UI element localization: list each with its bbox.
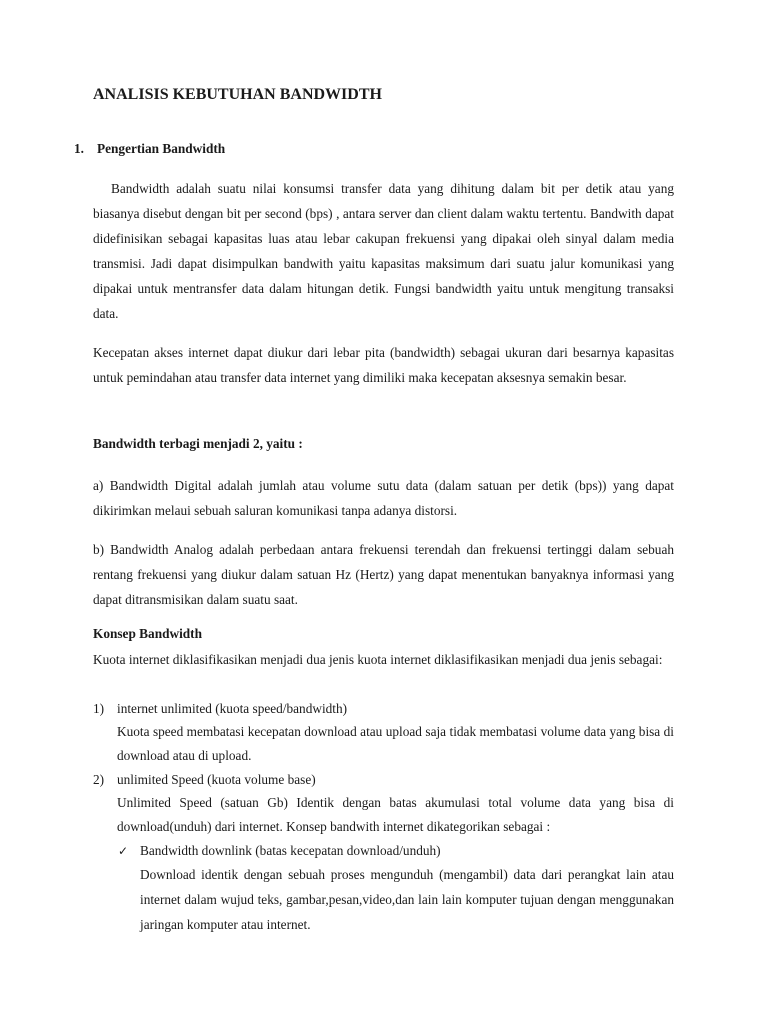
bandwidth-definition-paragraph [93, 176, 674, 326]
checkmark-icon: ✓ [118, 844, 129, 858]
analog-bandwidth-item: b) Bandwidth Analog adalah perbedaan antara frekuensi terendah dan frekuensi tertinggi dalam sebuah rentang frekuensi yang diukur dalam satuan Hz (Hertz) yang dapat menentukan banyaknya informasi yang dapat ditransmisikan dalam suatu saat. [93, 542, 674, 607]
konsep-item-2-desc: Unlimited Speed (satuan Gb) Identik dengan batas akumulasi total volume data yang bisa di download(unduh) dari internet. Konsep bandwith internet dikategorikan sebagai : [117, 795, 674, 834]
konsep-intro: Kuota internet diklasifikasikan menjadi dua jenis kuota internet diklasifikasikan menjadi dua jenis sebagai: [93, 652, 663, 667]
konsep-item-1-desc: Kuota speed membatasi kecepatan download atau upload saja tidak membatasi volume data yang bisa di download atau di upload. [117, 724, 674, 763]
document-title: ANALISIS KEBUTUHAN BANDWIDTH [93, 86, 382, 103]
access-speed-paragraph: Kecepatan akses internet dapat diukur dari lebar pita (bandwidth) sebagai ukuran dari besarnya kapasitas untuk pemindahan atau transfer data internet yang dimiliki maka kecepatan aksesnya semakin besar. [93, 345, 674, 385]
konsep-item-2-number: 2) [93, 772, 105, 787]
division-heading: Bandwidth terbagi menjadi 2, yaitu : [93, 436, 303, 451]
downlink-desc: Download identik dengan sebuah proses mengunduh (mengambil) data dari perangkat lain atau internet dalam wujud teks, gambar,pesan,video,dan lain lain komputer tujuan dengan menggunakan jaringan komputer atau internet. [140, 867, 674, 932]
section-1-number: 1. [74, 141, 84, 156]
digital-bandwidth-item: a) Bandwidth Digital adalah jumlah atau volume sutu data (dalam satuan per detik (bps)) yang dapat dikirimkan melaui sebuah saluran komunikasi tanpa adanya distorsi. [93, 478, 674, 518]
bandwidth-definition-text: Bandwidth adalah suatu nilai konsumsi transfer data yang dihitung dalam bit per detik atau yang biasanya disebut dengan bit per second (bps) , antara server dan client dalam waktu tertentu. Bandwith dapat didefinisikan sebagai kapasitas luas atau lebar cakupan frekuensi yang dipakai oleh sinyal dalam media transmisi. Jadi dapat disimpulkan bandwith yaitu kapasitas maksimum dari suatu jalur komunikasi yang dipakai untuk mentransfer data dalam hitungan detik. Fungsi bandwidth yaitu untuk mengitung transaksi data. [93, 181, 674, 321]
konsep-item-2-label: unlimited Speed (kuota volume base) [117, 772, 316, 787]
konsep-item-1-label: internet unlimited (kuota speed/bandwidth) [117, 701, 348, 716]
downlink-label: Bandwidth downlink (batas kecepatan download/unduh) [140, 843, 441, 858]
section-1-heading: Pengertian Bandwidth [97, 141, 226, 156]
konsep-heading: Konsep Bandwidth [93, 626, 203, 641]
konsep-item-1-number: 1) [93, 701, 105, 716]
